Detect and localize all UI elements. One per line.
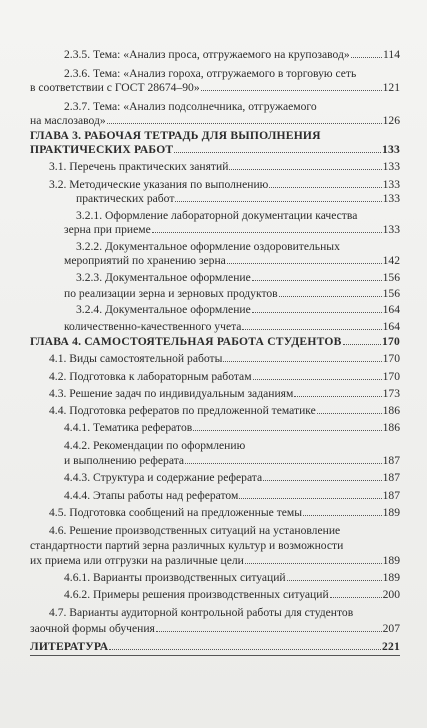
toc-entry-title: количественно-качественного учета	[64, 320, 242, 333]
literature-title: ЛИТЕРАТУРА	[30, 640, 109, 653]
leader-dots	[193, 430, 381, 431]
toc-entry-4-3[interactable]	[49, 387, 400, 400]
chapter-3-heading-line1[interactable]	[30, 129, 427, 142]
toc-entry-4-4-4[interactable]	[64, 489, 400, 502]
toc-entry-title: стандартности партий зерна различных культур и возможности	[30, 539, 344, 552]
toc-entry-title: 2.3.5. Тема: «Анализ проса, отгружаемого на крупозавод»	[64, 48, 350, 61]
leader-dots	[201, 90, 382, 91]
toc-entry-4-5[interactable]	[49, 506, 400, 519]
toc-page-number: 133	[382, 160, 400, 173]
toc-page-number: 133	[382, 223, 400, 236]
toc-page-number: 221	[382, 640, 400, 653]
leader-dots	[174, 152, 381, 153]
toc-entry-4-6-2[interactable]	[64, 588, 400, 601]
toc-entry-4-6-1[interactable]	[64, 571, 400, 584]
toc-page-number: 189	[382, 506, 400, 519]
toc-page-number: 207	[382, 622, 400, 635]
toc-entry-title: 4.3. Решение задач по индивидуальным заданиям	[49, 387, 294, 400]
chapter-3-heading-line2[interactable]	[30, 143, 400, 156]
toc-entry-4-4-2-line1[interactable]	[64, 439, 427, 452]
toc-entry-title: 3.2.3. Документальное оформление	[76, 271, 251, 284]
leader-dots	[107, 123, 382, 124]
toc-entry-4-4-1[interactable]	[64, 421, 400, 434]
toc-entry-2-3-6-line2[interactable]	[30, 81, 400, 94]
toc-page-number: 187	[382, 471, 400, 484]
leader-dots	[317, 413, 382, 414]
toc-entry-3-2-2-line1[interactable]	[76, 240, 427, 253]
toc-entry-title: практических работ	[76, 192, 175, 205]
toc-entry-3-2-4-line1[interactable]	[76, 303, 400, 316]
toc-entry-title: 3.2. Методические указания по выполнению	[49, 178, 269, 191]
toc-page-number: 114	[383, 48, 400, 61]
toc-page-number: 133	[382, 178, 400, 191]
toc-entry-4-4-2-line2[interactable]	[64, 454, 400, 467]
chapter-title: ГЛАВА 3. РАБОЧАЯ ТЕТРАДЬ ДЛЯ ВЫПОЛНЕНИЯ	[30, 129, 321, 142]
toc-entry-3-2-line1[interactable]	[49, 178, 400, 191]
leader-dots	[330, 597, 382, 598]
toc-entry-3-2-2-line2[interactable]	[64, 254, 400, 267]
toc-page-number: 170	[382, 335, 400, 348]
toc-entry-title: на маслозавод»	[30, 114, 106, 127]
leader-dots	[279, 296, 382, 297]
toc-entry-4-7-line2[interactable]	[30, 622, 400, 635]
toc-entry-4-6-line1[interactable]	[49, 524, 427, 537]
literature-heading[interactable]	[30, 640, 400, 653]
toc-entry-3-2-4-line2[interactable]	[64, 320, 400, 333]
toc-page-number: 173	[382, 387, 400, 400]
leader-dots	[351, 57, 382, 58]
chapter-title: ПРАКТИЧЕСКИХ РАБОТ	[30, 143, 174, 156]
toc-entry-2-3-7-line1[interactable]	[64, 100, 427, 113]
toc-entry-3-2-3-line1[interactable]	[76, 271, 400, 284]
toc-entry-3-2-line2[interactable]	[76, 192, 400, 205]
leader-dots	[239, 498, 381, 499]
leader-dots	[109, 649, 381, 650]
toc-entry-title: 4.4. Подготовка рефератов по предложенной тематике	[49, 404, 316, 417]
toc-page-number: 187	[382, 489, 400, 502]
leader-dots	[242, 329, 381, 330]
toc-entry-title: 4.2. Подготовка к лабораторным работам	[49, 370, 252, 383]
leader-dots	[185, 463, 382, 464]
toc-page-number: 126	[382, 114, 400, 127]
toc-entry-4-1[interactable]	[49, 352, 400, 365]
toc-page-number: 164	[382, 303, 400, 316]
chapter-4-heading[interactable]	[30, 335, 400, 348]
toc-entry-title: мероприятий по хранению зерна	[64, 254, 226, 267]
leader-dots	[287, 580, 382, 581]
leader-dots	[156, 631, 382, 632]
toc-entry-title: их приема или отгрузки на различные цели	[30, 554, 244, 567]
toc-entry-title: 2.3.7. Тема: «Анализ подсолнечника, отгружаемого	[64, 100, 317, 113]
toc-entry-title: и выполнению реферата	[64, 454, 185, 467]
toc-page-number: 189	[382, 571, 400, 584]
toc-entry-title: 4.4.1. Тематика рефератов	[64, 421, 193, 434]
leader-dots	[175, 201, 381, 202]
toc-entry-title: 3.2.1. Оформление лабораторной документации качества	[76, 209, 358, 222]
toc-entry-4-7-line1[interactable]	[49, 606, 427, 619]
leader-dots	[263, 480, 381, 481]
leader-dots	[252, 280, 382, 281]
toc-entry-title: 4.1. Виды самостоятельной работы	[49, 352, 223, 365]
leader-dots	[253, 379, 382, 380]
toc-entry-title: заочной формы обучения	[30, 622, 155, 635]
toc-page-number: 142	[382, 254, 400, 267]
toc-entry-title: 4.7. Варианты аудиторной контрольной работы для студентов	[49, 606, 354, 619]
toc-entry-title: 2.3.6. Тема: «Анализ гороха, отгружаемого в торговую сеть	[64, 67, 357, 80]
leader-dots	[252, 312, 382, 313]
toc-page-number: 156	[382, 271, 400, 284]
leader-dots	[223, 361, 381, 362]
toc-entry-2-3-7-line2[interactable]	[30, 114, 400, 127]
toc-page-number: 189	[382, 554, 400, 567]
toc-page-number: 133	[382, 192, 400, 205]
toc-entry-4-4[interactable]	[49, 404, 400, 417]
toc-entry-title: зерна при приеме	[64, 223, 151, 236]
leader-dots	[227, 263, 382, 264]
toc-entry-4-6-line2[interactable]	[30, 539, 427, 552]
toc-entry-title: 4.4.3. Структура и содержание реферата	[64, 471, 263, 484]
toc-entry-3-2-3-line2[interactable]	[64, 287, 400, 300]
toc-page-number: 170	[382, 352, 400, 365]
toc-entry-title: 3.1. Перечень практических занятий	[49, 160, 229, 173]
toc-entry-2-3-6-line1[interactable]	[64, 67, 427, 80]
toc-entry-title: 4.5. Подготовка сообщений на предложенные темы	[49, 506, 303, 519]
toc-page-number: 186	[382, 404, 400, 417]
toc-entry-title: по реализации зерна и зерновых продуктов	[64, 287, 278, 300]
leader-dots	[303, 515, 382, 516]
toc-entry-title: 4.6. Решение производственных ситуаций на установление	[49, 524, 341, 537]
toc-page-number: 187	[382, 454, 400, 467]
toc-page-number: 200	[382, 588, 400, 601]
toc-entry-3-2-1-line1[interactable]	[76, 209, 427, 222]
toc-page-number: 133	[382, 143, 400, 156]
leader-dots	[269, 187, 381, 188]
leader-dots	[152, 232, 382, 233]
toc-page-number: 121	[382, 81, 400, 94]
toc-entry-title: в соответствии с ГОСТ 28674–90»	[30, 81, 200, 94]
toc-entry-4-6-line3[interactable]	[30, 554, 400, 567]
bottom-rule	[30, 655, 400, 656]
toc-entry-title: 3.2.4. Документальное оформление	[76, 303, 251, 316]
toc-entry-title: 4.6.1. Варианты производственных ситуаций	[64, 571, 286, 584]
toc-entry-title: 4.4.4. Этапы работы над рефератом	[64, 489, 239, 502]
toc-entry-title: 4.6.2. Примеры решения производственных ситуаций	[64, 588, 329, 601]
toc-entry-3-2-1-line2[interactable]	[64, 223, 400, 236]
toc-entry-4-4-3[interactable]	[64, 471, 400, 484]
toc-entry-2-3-5[interactable]	[64, 48, 400, 61]
toc-entry-3-1[interactable]	[49, 160, 400, 173]
leader-dots	[229, 169, 381, 170]
toc-page-number: 164	[382, 320, 400, 333]
toc-page-number: 156	[382, 287, 400, 300]
leader-dots	[294, 396, 381, 397]
leader-dots	[245, 563, 382, 564]
toc-entry-4-2[interactable]	[49, 370, 400, 383]
toc-entry-title: 4.4.2. Рекомендации по оформлению	[64, 439, 246, 452]
toc-page-number: 186	[382, 421, 400, 434]
chapter-title: ГЛАВА 4. САМОСТОЯТЕЛЬНАЯ РАБОТА СТУДЕНТОВ	[30, 335, 342, 348]
leader-dots	[343, 344, 381, 345]
toc-page-number: 170	[382, 370, 400, 383]
toc-entry-title: 3.2.2. Документальное оформление оздоровительных	[76, 240, 340, 253]
